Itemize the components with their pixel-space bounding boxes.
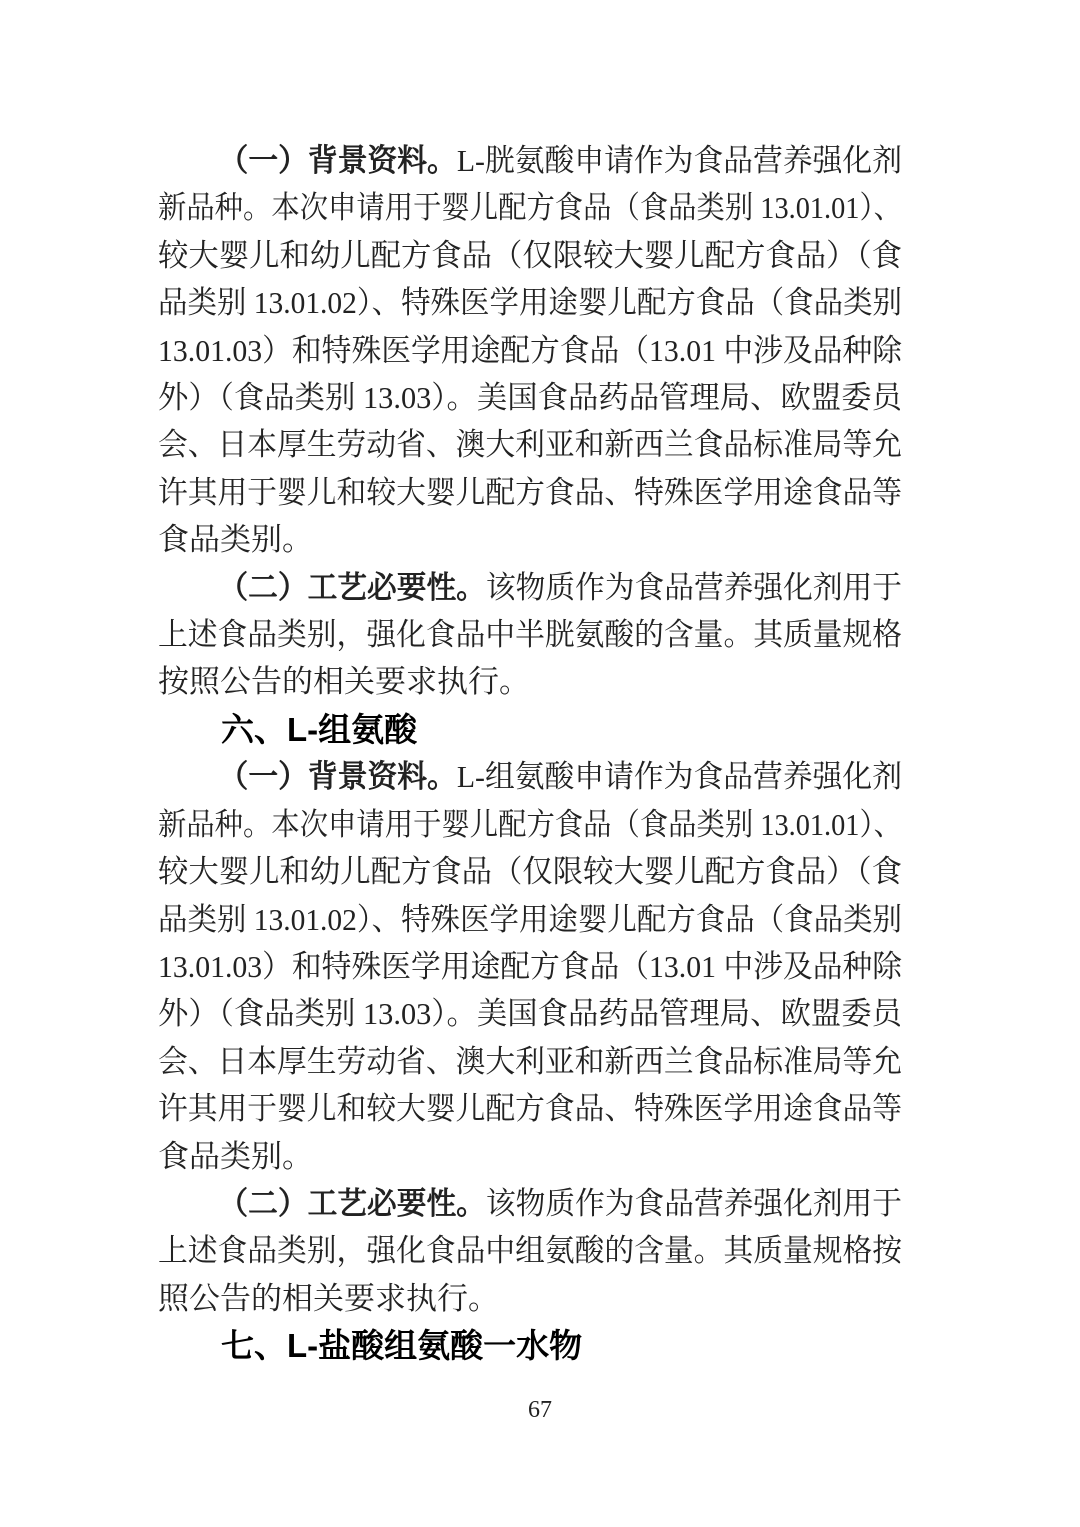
text-line: 品类别 13.01.02）、特殊医学用途婴儿配方食品（食品类别	[158, 901, 902, 937]
line-text: 该物质作为食品营养强化剂用于	[485, 569, 902, 605]
paragraph-first-line	[158, 137, 902, 184]
paragraph-lead: （二）工艺必要性。	[218, 1185, 486, 1221]
text-line: 13.01.03）和特殊医学用途配方食品（13.01 中涉及品种除	[158, 332, 902, 368]
text-line: 许其用于婴儿和较大婴儿配方食品、特殊医学用途食品等	[158, 474, 902, 510]
text-line: 上述食品类别，强化食品中组氨酸的含量。其质量规格按	[158, 1233, 902, 1269]
text-line: 新品种。本次申请用于婴儿配方食品（食品类别 13.01.01）、	[158, 806, 902, 842]
text-line: 照公告的相关要求执行。	[158, 1280, 499, 1316]
text-line: 品类别 13.01.02）、特殊医学用途婴儿配方食品（食品类别	[158, 285, 902, 321]
text-line: 13.01.03）和特殊医学用途配方食品（13.01 中涉及品种除	[158, 948, 902, 984]
text-line: 外）（食品类别 13.03）。美国食品药品管理局、欧盟委员	[158, 380, 902, 416]
text-line: 许其用于婴儿和较大婴儿配方食品、特殊医学用途食品等	[158, 1091, 902, 1127]
line-text: L-胱氨酸申请作为食品营养强化剂	[456, 143, 902, 178]
paragraph-first-line	[158, 753, 902, 800]
page-number: 67	[528, 1397, 552, 1423]
text-line: 会、日本厚生劳动省、澳大利亚和新西兰食品标准局等允	[158, 1043, 902, 1079]
text-line: 食品类别。	[158, 1138, 313, 1174]
line-text: 该物质作为食品营养强化剂用于	[485, 1185, 902, 1221]
paragraph-first-line	[158, 564, 902, 611]
line-text: L-组氨酸申请作为食品营养强化剂	[456, 759, 902, 795]
text-line: 外）（食品类别 13.03）。美国食品药品管理局、欧盟委员	[158, 996, 902, 1032]
paragraph-first-line	[158, 1180, 902, 1227]
text-line: 按照公告的相关要求执行。	[158, 664, 530, 700]
text-line: 食品类别。	[158, 522, 313, 558]
text-line: 上述食品类别，强化食品中半胱氨酸的含量。其质量规格	[158, 617, 902, 653]
paragraph-lead: （一）背景资料。	[218, 143, 457, 178]
section-heading-7: 七、L-盐酸组氨酸一水物	[221, 1327, 583, 1365]
text-line: 较大婴儿和幼儿配方食品（仅限较大婴儿配方食品）（食	[158, 237, 902, 273]
document-text-block	[158, 137, 902, 1370]
paragraph-lead: （一）背景资料。	[218, 759, 457, 795]
paragraph-lead: （二）工艺必要性。	[218, 569, 486, 605]
text-line: 会、日本厚生劳动省、澳大利亚和新西兰食品标准局等允	[158, 427, 902, 463]
text-line: 较大婴儿和幼儿配方食品（仅限较大婴儿配方食品）（食	[158, 854, 902, 890]
text-line: 新品种。本次申请用于婴儿配方食品（食品类别 13.01.01）、	[158, 190, 902, 226]
section-heading-6: 六、L-组氨酸	[221, 710, 418, 748]
